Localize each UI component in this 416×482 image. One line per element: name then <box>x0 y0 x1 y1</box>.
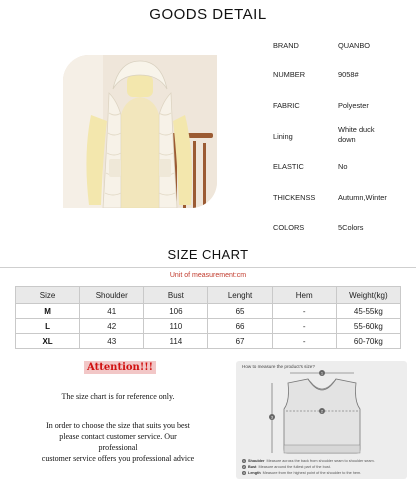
spec-value-colors: 5Colors <box>338 223 364 232</box>
cell-hem: - <box>272 304 336 319</box>
product-photo <box>63 55 217 208</box>
spec-value-lining: White duck down <box>338 125 375 144</box>
legend-text: Measure around the fullest part of the bust. <box>258 465 331 469</box>
size-chart-title: SIZE CHART <box>167 247 249 262</box>
spec-value-elastic: No <box>338 162 348 171</box>
spec-value-thickness: Autumn,Winter <box>338 193 387 202</box>
cell-shoulder: 41 <box>80 304 144 319</box>
spec-label-brand: BRAND <box>273 41 299 50</box>
measurement-guide <box>236 361 407 479</box>
table-row <box>16 304 401 319</box>
advice-line-3: professional <box>98 443 138 452</box>
header-size: Size <box>16 287 80 304</box>
cell-weight: 45-55kg <box>336 304 400 319</box>
legend-length <box>242 471 361 475</box>
cell-bust: 110 <box>144 319 208 334</box>
reference-note: The size chart is for reference only. <box>61 392 175 401</box>
cell-bust: 114 <box>144 334 208 349</box>
legend-marker: 3 <box>243 471 245 475</box>
spec-value-number: 9058# <box>338 70 359 79</box>
cell-bust: 106 <box>144 304 208 319</box>
spec-label-elastic: ELASTIC <box>273 162 304 171</box>
size-table <box>15 286 401 349</box>
legend-marker: 1 <box>243 459 245 463</box>
legend-label: Shoulder <box>248 459 265 463</box>
marker-length: 3 <box>270 414 274 420</box>
cell-length: 66 <box>208 319 272 334</box>
cell-size: XL <box>16 334 80 349</box>
vest-illustration <box>63 55 217 208</box>
cell-length: 65 <box>208 304 272 319</box>
marker-bust: 2 <box>320 408 324 414</box>
marker-shoulder: 1 <box>320 370 324 376</box>
legend-text: Measure from the highest point of the shoulder to the hem. <box>262 471 362 475</box>
cell-length: 67 <box>208 334 272 349</box>
header-length: Lenght <box>208 287 272 304</box>
legend-bust <box>242 465 331 469</box>
advice-line-4: customer service offers you professional advice <box>41 454 195 463</box>
cell-weight: 55-60kg <box>336 319 400 334</box>
attention-badge: Attention!!! <box>84 361 156 374</box>
cell-weight: 60-70kg <box>336 334 400 349</box>
legend-label: Length <box>248 471 261 475</box>
legend-label: Bust <box>248 465 257 469</box>
header-hem: Hem <box>272 287 336 304</box>
spec-label-colors: COLORS <box>273 223 305 232</box>
spec-value-brand: QUANBO <box>338 41 371 50</box>
cell-shoulder: 42 <box>80 319 144 334</box>
cell-hem: - <box>272 334 336 349</box>
spec-label-number: NUMBER <box>273 70 306 79</box>
cell-shoulder: 43 <box>80 334 144 349</box>
header-weight: Weight(kg) <box>336 287 400 304</box>
goods-detail-title: GOODS DETAIL <box>149 6 267 23</box>
cell-hem: - <box>272 319 336 334</box>
table-row <box>16 319 401 334</box>
legend-marker: 2 <box>243 465 245 469</box>
cell-size: L <box>16 319 80 334</box>
spec-label-thickness: THICKENSS <box>273 193 316 202</box>
advice-line-1: In order to choose the size that suits you best <box>46 421 190 430</box>
measurement-title: How to measure the product's size? <box>242 364 315 369</box>
legend-text: Measure across the back from shoulder seam to shoulder seam. <box>266 459 375 463</box>
table-header-row <box>16 287 401 304</box>
divider <box>0 267 416 268</box>
spec-label-fabric: FABRIC <box>273 101 300 110</box>
spec-value-fabric: Polyester <box>338 101 369 110</box>
cell-size: M <box>16 304 80 319</box>
advice-line-2: please contact customer service. Our <box>59 432 177 441</box>
unit-note: Unit of measurement:cm <box>169 272 247 279</box>
header-shoulder: Shoulder <box>80 287 144 304</box>
legend-shoulder <box>242 459 375 463</box>
spec-label-lining: Lining <box>273 132 293 141</box>
header-bust: Bust <box>144 287 208 304</box>
table-row <box>16 334 401 349</box>
